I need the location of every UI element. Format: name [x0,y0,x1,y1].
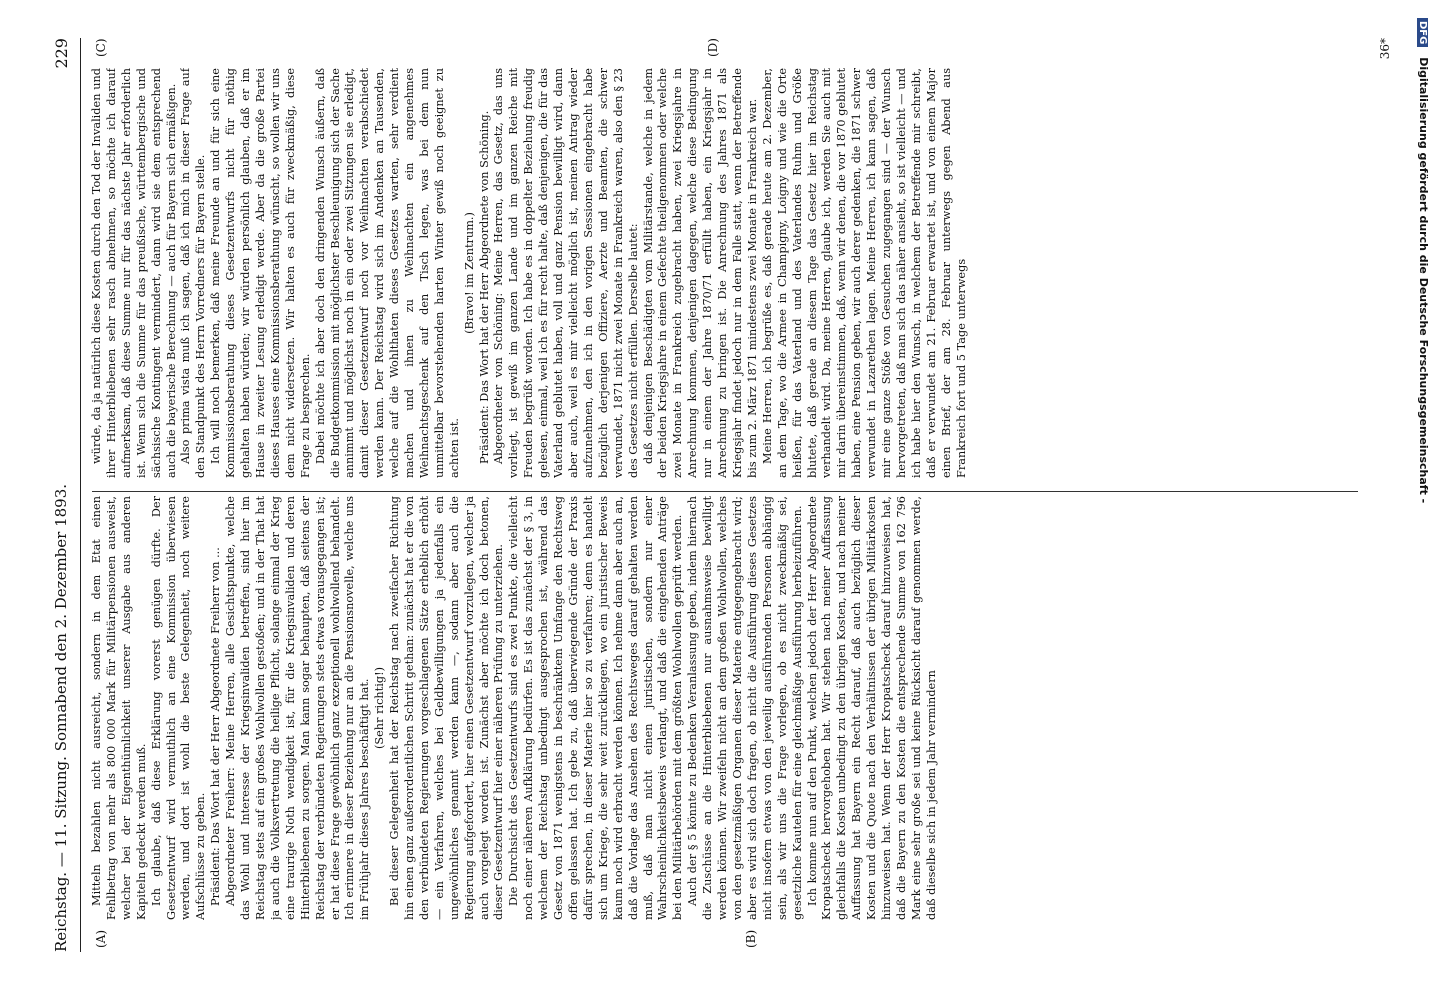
page-number: 229 [52,38,71,69]
interjection: (Bravo! im Zentrum.) [462,212,476,334]
paragraph: Auch der § 5 könnte zu Bedenken Veranlassung geben, indem hiernach die Zuschüsse an die Hinterbliebenen nur ausnahmsweise bewilligt werden können. Wir zweifeln nicht an dem großen Wohlwollen, welches von den gesetzmäßigen Organen dieser Materie entgegengebracht wird; aber es wird sich doch fragen, ob nicht die Ausführung dieses Gesetzes nicht insofern etwas von den jeweilig ausführenden Personen abhängig sein, als wir uns die Frage vorlegen, ob es nicht zweckmäßig sei, gesetzliche Kautelen für eine gleichmäßige Ausführung herbeizuführen. [686,496,804,920]
paragraph: Die Durchsicht des Gesetzentwurfs sind es zwei Punkte, die vielleicht noch einer näheren Aufklärung bedürfen. Es ist das zunächst der § 3, in welchem der Reichstag unbedingt ausgesprochen ist, während das Gesetz von 1871 wenigstens in beschränktem Umfange den Rechtsweg offen gelassen hat. Ich gebe zu, daß überwiegende Gründe der Praxis dafür sprechen, in dieser Materie hier so zu verfahren; denn es handelt sich um Kriege, die sehr weit zurückliegen, wo ein juristischer Beweis kaum noch wird erbracht werden können. Ich nehme dann aber auch an, daß die Vorlage das Ansehen des Rechtsweges darauf gehalten werden muß, daß man nicht einen juristischen, sondern nur einer Wahrscheinlichkeitsbeweis verlangt, und daß die eingehenden Anträge bei den Militärbehörden mit dem größten Wohlwollen geprüft werden. [507,496,685,920]
margin-mark-b: (B) [744,929,758,948]
signature-mark: 36* [1378,38,1392,60]
right-column [90,68,1362,478]
dfg-watermark [1404,18,1430,982]
paragraph: Abgeordneter Freiherr: Meine Herren, alle Gesichtspunkte, welche das Wohl und Interesse der Kriegsinvaliden betreffen, sind hier im Reichstag stets auf ein großes Wohlwollen gestoßen; und in der That hat ja auch die Volksvertretung die heilige Pflicht, solange einmal der Krieg eine traurige Noth wendigkeit ist, für die Kriegsinvaliden und deren Hinterbliebenen zu sorgen. Man kann sogar behaupten, daß seitens der Reichstag der verbündeten Regierungen stets etwas vorausgegangen ist; er hat diese Frage gewöhnlich ganz exzeptionell wohlwollend behandelt. Ich erinnere in dieser Beziehung nur an die Pensionsnovelle, welche uns im Frühjahr dieses Jahres beschäftigt hat. [224,496,372,920]
dfg-logo: DFG [1417,18,1428,47]
paragraph: Abgeordneter von Schöning: Meine Herren, das Gesetz, das uns vorliegt, ist gewiß im ganzen Lande und im ganzen Reiche mit Freuden begrüßt worden. Ich habe es in doppelter Beziehung freudig gelesen, einmal, weil ich es für recht halte, daß denjenigen, die für das Vaterland geblutet haben, voll und ganz Pension bewilligt wird, dann aber auch, weil es mir vielleicht möglich ist, meinen Antrag wieder aufzunehmen, den ich in den vorigen Sessionen eingebracht habe bezüglich derjenigen Offiziere, Aerzte und Beamten, die schwer verwundet, 1871 nicht zwei Monate in Frankreich waren, also den § 23 des Gesetzes nicht erfüllen. Derselbe lautet: [492,68,640,478]
paragraph: Dabei möchte ich aber doch den dringenden Wunsch äußern, daß die Budgetkommission mit möglichster Beschleunigung sich der Sache annimmt und möglichst noch in ein oder zwei Sitzungen sie erledigt, damit dieser Gesetzentwurf noch vor Weihnachten verabschiedet werden kann. Der Reichstag wird sich im Andenken an Tausenden, welche auf die Wohlthaten dieses Gesetzes warten, sehr verdient machen und ihnen zu Weihnachten ein angenehmes Weihnachtsgeschenk auf den Tisch legen, was bei dem nun unmittelbar bevorstehenden harten Winter gewiß noch geeignet zu achten ist. [313,68,461,478]
quoted-paragraph: daß denjenigen Beschädigten vom Militärstande, welche in jedem der beiden Kriegsjahre in einem Gefechte theilgenommen oder welche zwei Monate in Frankreich zugebracht haben, zwei Kriegsjahre in Anrechnung kommen, denjenigen dagegen, welche diese Bedingung nur in einem der Jahre 1870/71 erfüllt haben, ein Kriegsjahr in Anrechnung zu bringen ist. Die Anrechnung des Jahres 1871 als Kriegsjahr findet jedoch nur in dem Falle statt, wenn der Betreffende bis zum 2. März 1871 mindestens zwei Monate in Frankreich war. [641,68,759,478]
running-head: Reichstag. — 11. Sitzung. Sonnabend den 2. Dezember 1893. [52,483,70,952]
interjection: (Sehr richtig!) [373,666,387,750]
paragraph: Ich komme nun auf den Punkt, welchen jedoch der Herr Abgeordnete Kropatscheck hervorgehoben hat. Wir stehen nach meiner Auffassung gleichfalls die Kosten unbedingt zu den übrigen Kosten, und nach meiner Auffassung hat Bayern ein Recht darauf, daß auch bezüglich dieser Kosten und die Quote nach den Verhältnissen der übrigen Militärkosten hinzuweisen hat. Wenn der Herr Kropatscheck darauf hinzuweisen hat, daß die Bayern zu den Kosten die entsprechende Summe von 162 796 Mark eine sehr große sei und keine Rücksicht darauf genommen werde, daß dieselbe sich in jedem Jahr vermindern [805,496,938,920]
paragraph: Ich will noch bemerken, daß meine Freunde an und für sich eine Kommissionsberathung dieses Gesetzentwurfs nicht für nöthig gehalten haben würden; wir würden persönlich glauben, daß er im Hause in zweiter Lesung erledigt werde. Aber da die große Partei dieses Hauses eine Kommissionsberathung wünscht, so wollen wir uns dem nicht widersetzen. Wir halten es auch für zweckmäßig, diese Frage zu besprechen. [209,68,312,478]
speaker-paragraph: Präsident: Das Wort hat der Herr Abgeordnete Freiherr von ... [209,547,223,906]
left-column [90,496,1362,920]
margin-mark-c: (C) [94,38,108,57]
header-rule [80,38,81,952]
paragraph: Bei dieser Gelegenheit hat der Reichstag nach zweifacher Richtung hin einen ganz außerordentlichen Schritt gethan: zunächst hat er die von den verbündeten Regierungen vorgeschlagenen Sätze erheblich erhöht — ein Verfahren, welches bei Geldbewilligungen ja jedenfalls ein ungewöhnliches genannt werden kann —, sodann aber auch die Regierung aufgefordert, hier einen Gesetzentwurf vorzulegen, welcher ja auch vorgelegt worden ist. Zunächst aber möchte ich doch betonen, dieser Gesetzentwurf hier einer näheren Prüfung zu unterziehen. [388,496,506,920]
paragraph: würde, da ja natürlich diese Kosten durch den Tod der Invaliden und ihrer Hinterbliebenen sehr rasch abnehmen, so möchte ich darauf aufmerksam, daß diese Summe nur für das nächste Jahr erforderlich ist. Wenn sich die Summe für das preußische, württembergische und sächsische Kontingent vermindert, dann wird sie dem entsprechend auch die bayerische Berechnung — auch für Bayern sich ermäßigen. [90,68,178,478]
paragraph: Meine Herren, ich begrüße es, daß gerade heute am 2. Dezember, an dem Tage, wo die Armee in Champigny, Loigny und wie die Orte heißen, für das Vaterland und des Vaterlandes Ruhm und Größe blutete, daß gerade an diesem Tage das Gesetz hier im Reichstag verhandelt wird. Da, meine Herren, glaube ich, werden Sie auch mit mir darin übereinstimmen, daß, wenn wir denen, die vor 1870 geblutet haben, eine Pension geben, wir auch derer gedenken, die 1871 schwer verwundet in Lazarethen lagen. Meine Herren, ich kann sagen, daß mir eine ganze Stöße von Gesuchen zugegangen sind — der Wunsch hervorgetreten, daß man sich das näher ansieht, so ist vielleicht — und ich habe hier den Wunsch, in welchem der Betreffende mir schreibt, daß er verwundet am 21. Februar erwartet ist, und von einem Major einen Brief, der am 28. Februar unterwegs gegen Abend aus Frankreich fort und 5 Tage unterwegs [760,68,968,478]
page-header [52,38,78,952]
paragraph: Mitteln bezahlen nicht ausreicht, sondern in dem Etat einen Fehlbetrag von mehr als 800 000 Mark für Militärpensionen ausweist, welcher bei der Eigenthümlichkeit unserer Ausgabe aus anderen Kapiteln gedeckt werden muß. [90,496,148,920]
watermark-text: Digitalisierung gefördert durch die Deutsche Forschungsgemeinschaft - [1417,57,1430,504]
paragraph: Also prima vista muß ich sagen, daß ich mich in dieser Frage auf den Standpunkt des Herrn Vorredners für Bayern stelle. [179,68,208,478]
column-divider [92,491,1358,492]
paragraph: Ich glaube, daß diese Erklärung vorerst genügen dürfte. Der Gesetzentwurf wird vermuthlich an eine Kommission überwiesen werden, und dort ist wohl die beste Gelegenheit, noch weitere Aufschlüsse zu geben. [149,496,208,920]
speaker-paragraph: Präsident: Das Wort hat der Herr Abgeordnete von Schöning. [477,110,491,464]
margin-mark-d: (D) [706,38,720,57]
margin-mark-a: (A) [94,929,108,948]
